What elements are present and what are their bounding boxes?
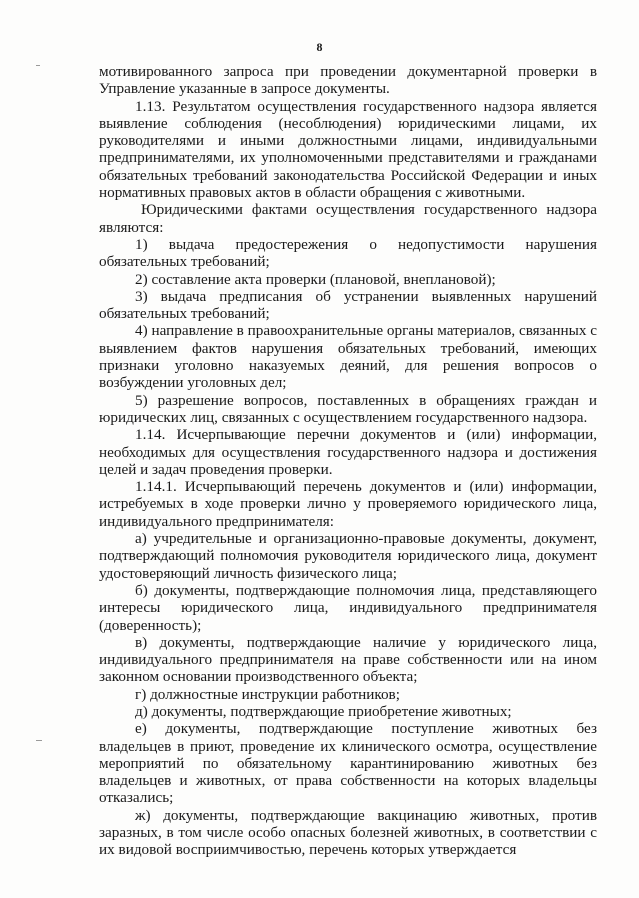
list-item: 2) составление акта проверки (плановой, внеплановой); [135, 270, 496, 288]
list-item: 3) выдача предписания об устранении выявленных нарушений обязательных требований; [99, 287, 597, 323]
scan-mark [36, 740, 42, 741]
document-body [99, 63, 597, 859]
paragraph: 1.13. Результатом осуществления государственного надзора является выявление соблюдения (несоблюдения) юридическими лицами, их руководителями и иными должностными лицами, индивидуальными предпринимателями, их уполномоченными представителями и гражданами обязательных требований законодательства Российской Федерации и иных нормативных правовых актов в области обращения с животными. [99, 97, 597, 202]
list-item: 1) выдача предостережения о недопустимости нарушения обязательных требований; [99, 235, 597, 271]
scan-mark [36, 65, 40, 66]
list-item: ж) документы, подтверждающие вакцинацию животных, против заразных, в том числе особо опасных болезней животных, в соответствии с их видовой восприимчивостью, перечень которых утверждается [99, 806, 597, 859]
list-item: а) учредительные и организационно-правовые документы, документ, подтверждающий полномочия руководителя юридического лица, документ удостоверяющий личность физического лица; [99, 530, 597, 582]
list-item: 4) направление в правоохранительные органы материалов, связанных с выявлением фактов нарушения обязательных требований, имеющих признаки уголовно наказуемых деяний, для решения вопросов о возбуждении уголовных дел; [99, 322, 597, 392]
paragraph: 1.14. Исчерпывающие перечни документов и (или) информации, необходимых для осуществления государственного надзора и достижения целей и задач проведения проверки. [99, 426, 597, 478]
paragraph: мотивированного запроса при проведении документарной проверки в Управление указанные в запросе документы. [99, 63, 597, 98]
list-item: в) документы, подтверждающие наличие у юридического лица, индивидуального предпринимателя на праве собственности или на ином законном основании производственного объекта; [99, 633, 597, 686]
paragraph: Юридическими фактами осуществления государственного надзора являются: [99, 201, 597, 236]
list-item: е) документы, подтверждающие поступление животных без владельцев в приют, проведение их клинического осмотра, осуществление мероприятий по обязательному карантинированию животных без владельцев и животных, от права собственности на которых владельцы отказались; [99, 720, 597, 807]
list-item: б) документы, подтверждающие полномочия лица, представляющего интересы юридического лица, индивидуального предпринимателя (доверенность); [99, 581, 597, 634]
list-item: г) должностные инструкции работников; [135, 685, 400, 703]
paragraph: 1.14.1. Исчерпывающий перечень документов и (или) информации, истребуемых в ходе проверки лично у проверяемого юридического лица, индивидуального предпринимателя: [99, 478, 597, 530]
list-item: 5) разрешение вопросов, поставленных в обращениях граждан и юридических лиц, связанных с осуществлением государственного надзора. [99, 391, 597, 426]
list-item: д) документы, подтверждающие приобретение животных; [135, 702, 512, 720]
page-number: 8 [316, 40, 323, 54]
